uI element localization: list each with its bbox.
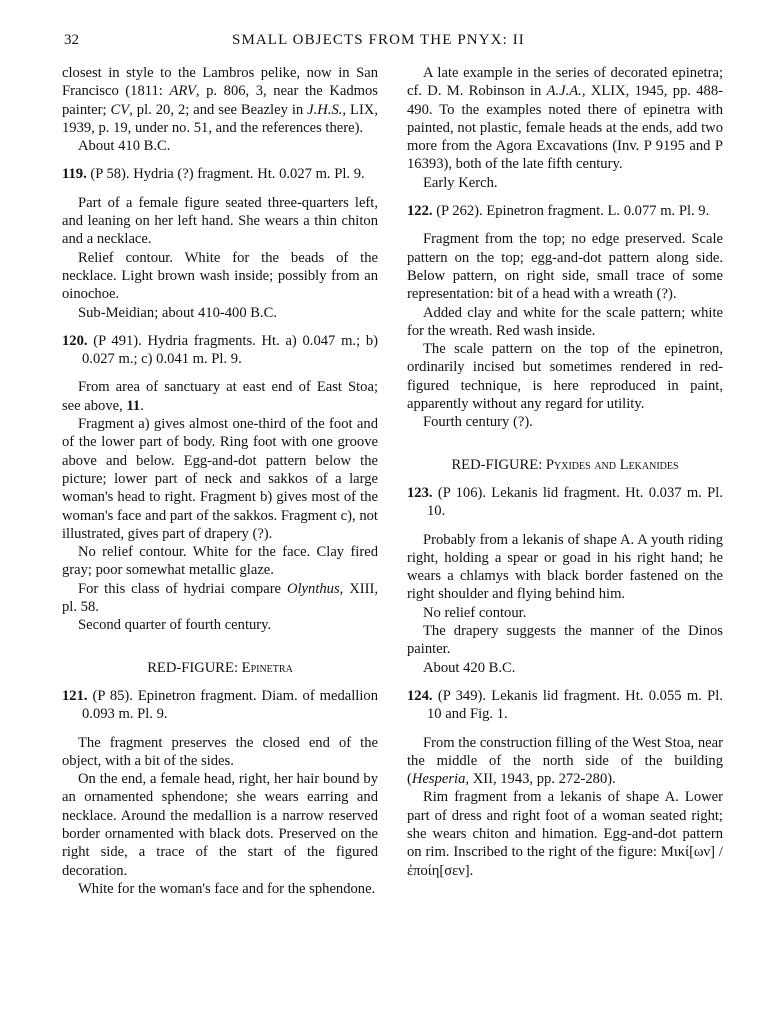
entry-120-description: Fragment a) gives almost one-third of the foot and of the lower part of body. Ring foot with one groove above and below. Egg-and-dot pattern below the picture; lower part of neck and sakkos of a large woman's head to right. Fragment b) gives most of the woman's face and part of the sakkos. Fragment c), not illustrated, gives part of drapery (?).	[62, 416, 378, 542]
date-line: About 410 B.C.	[78, 138, 171, 155]
entry-119-technique: Relief contour. White for the beads of the necklace. Light brown wash inside; possibly from an oinochoe.	[62, 249, 378, 303]
entry-119-description: Part of a female figure seated three-quarters left, and leaning on her left hand. She wears a thin chiton and a necklace.	[62, 194, 378, 248]
entry-120-comparison: For this class of hydriai compare Olynthus, XIII, pl. 58.	[62, 580, 378, 616]
entry-123-attribution: The drapery suggests the manner of the Dinos painter.	[407, 623, 723, 658]
entry-119-heading: 119. (P 58). Hydria (?) fragment. Ht. 0.027 m. Pl. 9.	[62, 166, 365, 183]
entry-122-description: Fragment from the top; no edge preserved. Scale pattern on the top; egg-and-dot pattern along side. Below pattern, on right side, small trace of some representation: bit of a head with a wreath (?).	[407, 231, 723, 303]
date-line-right: Early Kerch.	[423, 174, 498, 191]
entry-123-description: Probably from a lekanis of shape A. A youth riding right, holding a spear or goad in his right hand; he wears a chlamys with black border fastened on the right shoulder and flying behind him.	[407, 531, 723, 603]
entry-124-description: Rim fragment from a lekanis of shape A. Lower part of dress and right foot of a woman seated right; she wears chiton and himation. Egg-and-dot pattern on rim. Inscribed to the right of the figure: Μικί[ων] / ἐποίη[σεν].	[407, 789, 723, 879]
greek-inscription: Μικί[ων] / ἐποίη[σεν]	[407, 844, 723, 879]
entry-121-description: On the end, a female head, right, her hair bound by an ornamented sphendone; she wears earring and necklace. Around the medallion is a narrow reserved border ornamented with black dots. Preserved on the right side, a trace of the start of the figured decoration.	[62, 771, 378, 879]
left-column	[62, 64, 378, 898]
entry-120-technique: No relief contour. White for the face. Clay fired gray; poor somewhat metallic glaze.	[62, 544, 378, 579]
continued-paragraph-right: A late example in the series of decorated epinetra; cf. D. M. Robinson in A.J.A., XLIX, 1945, pp. 488-490. To the examples noted there of epinetra with painted, not plastic, female heads at the ends, add two more from the Agora Excavations (Inv. P 9195 and P 16393), both of the late fifth century.	[407, 65, 723, 173]
entry-121-heading: 121. (P 85). Epinetron fragment. Diam. of medallion 0.093 m. Pl. 9.	[62, 687, 378, 723]
section-heading-pyxides-lekanides: RED-FIGURE: Pyxides and Lekanides	[451, 456, 679, 473]
continued-paragraph: closest in style to the Lambros pelike, now in San Francisco (1811: ARV, p. 806, 3, near the Kadmos painter; CV, pl. 20, 2; and see Beazley in J.H.S., LIX, 1939, p. 19, under no. 51, and the references there).	[62, 65, 378, 136]
entry-120-provenance: From area of sanctuary at east end of East Stoa; see above, 11.	[62, 379, 378, 414]
section-heading-epinetra: RED-FIGURE: Epinetra	[147, 659, 293, 676]
running-head: SMALL OBJECTS FROM THE PNYX: II	[232, 32, 525, 48]
entry-121-preservation: The fragment preserves the closed end of the object, with a bit of the sides.	[62, 734, 378, 769]
entry-122-heading: 122. (P 262). Epinetron fragment. L. 0.077 m. Pl. 9.	[407, 203, 710, 220]
entry-122-note: The scale pattern on the top of the epinetron, ordinarily incised but sometimes rendered in red-figured technique, is here reproduced in paint, apparently without any regard for utility.	[407, 341, 723, 413]
entry-123-heading: 123. (P 106). Lekanis lid fragment. Ht. 0.037 m. Pl. 10.	[407, 484, 723, 520]
entry-120-heading: 120. (P 491). Hydria fragments. Ht. a) 0.047 m.; b) 0.027 m.; c) 0.041 m. Pl. 9.	[62, 332, 378, 368]
entry-122-date: Fourth century (?).	[423, 414, 533, 431]
entry-122-technique: Added clay and white for the scale pattern; white for the wreath. Red wash inside.	[407, 304, 723, 339]
entry-124-provenance: From the construction filling of the West Stoa, near the middle of the north side of the building (Hesperia, XII, 1943, pp. 272-280).	[407, 734, 723, 788]
entry-119-date: Sub-Meidian; about 410-400 B.C.	[78, 304, 278, 321]
entry-123-date: About 420 B.C.	[423, 659, 516, 676]
entry-121-technique: White for the woman's face and for the sphendone.	[78, 880, 376, 897]
entry-123-technique: No relief contour.	[423, 604, 527, 621]
page-number: 32	[64, 32, 79, 48]
right-column	[407, 64, 723, 880]
entry-124-heading: 124. (P 349). Lekanis lid fragment. Ht. 0.055 m. Pl. 10 and Fig. 1.	[407, 687, 723, 723]
entry-120-date: Second quarter of fourth century.	[78, 617, 272, 634]
